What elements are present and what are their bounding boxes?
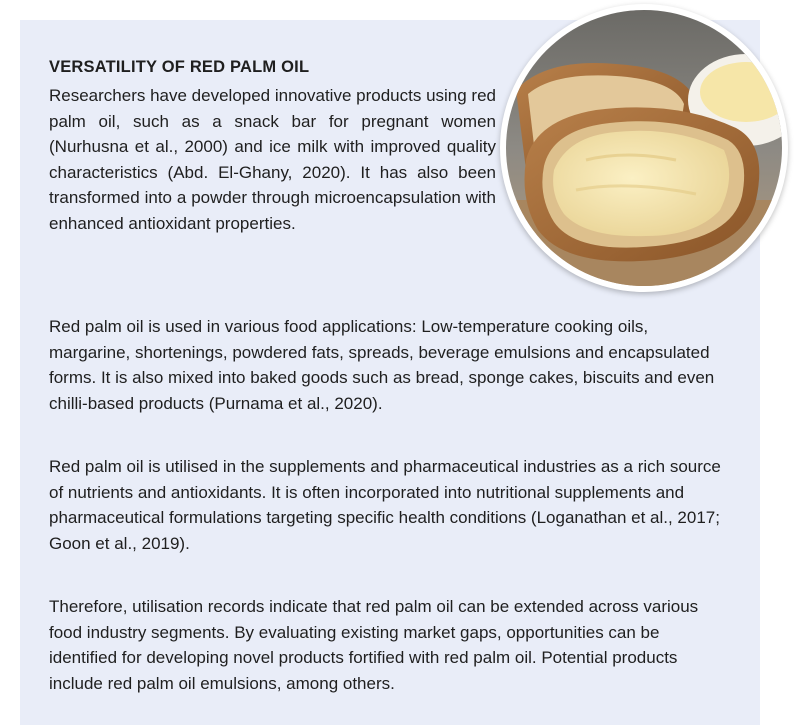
paragraph-conclusion: Therefore, utilisation records indicate that red palm oil can be extended across various food industry segments. By evaluating existing market gaps, opportunities can be identified for developing novel products fortified with red palm oil. Potential products include red palm oil emulsions, among others. <box>49 597 699 693</box>
paragraph-supplements: Red palm oil is utilised in the supplements and pharmaceutical industries as a rich source of nutrients and antioxidants. It is often incorporated into nutritional supplements and pharmaceutical formulations targeting specific health conditions (Loganathan et al., 2017; Goon et al., 2019). <box>49 457 721 553</box>
paragraph-food-applications: Red palm oil is used in various food applications: Low-temperature cooking oils, margarine, shortenings, powdered fats, spreads, beverage emulsions and encapsulated forms. It is also mixed into baked goods such as bread, sponge cakes, biscuits and even chilli-based products (Purnama et al., 2020). <box>49 317 715 413</box>
section-heading: VERSATILITY OF RED PALM OIL <box>49 58 310 76</box>
paragraph-innovative-products: Researchers have developed innovative products using red palm oil, such as a snack bar for pregnant women (Nurhusna et al., 2000) and ice milk with improved quality characteristics (Abd. El-Ghany, 2020). It has also been transformed into a powder through microencapsulation with enhanced antioxidant properties. <box>49 86 496 233</box>
bread-with-butter-photo <box>500 4 788 292</box>
